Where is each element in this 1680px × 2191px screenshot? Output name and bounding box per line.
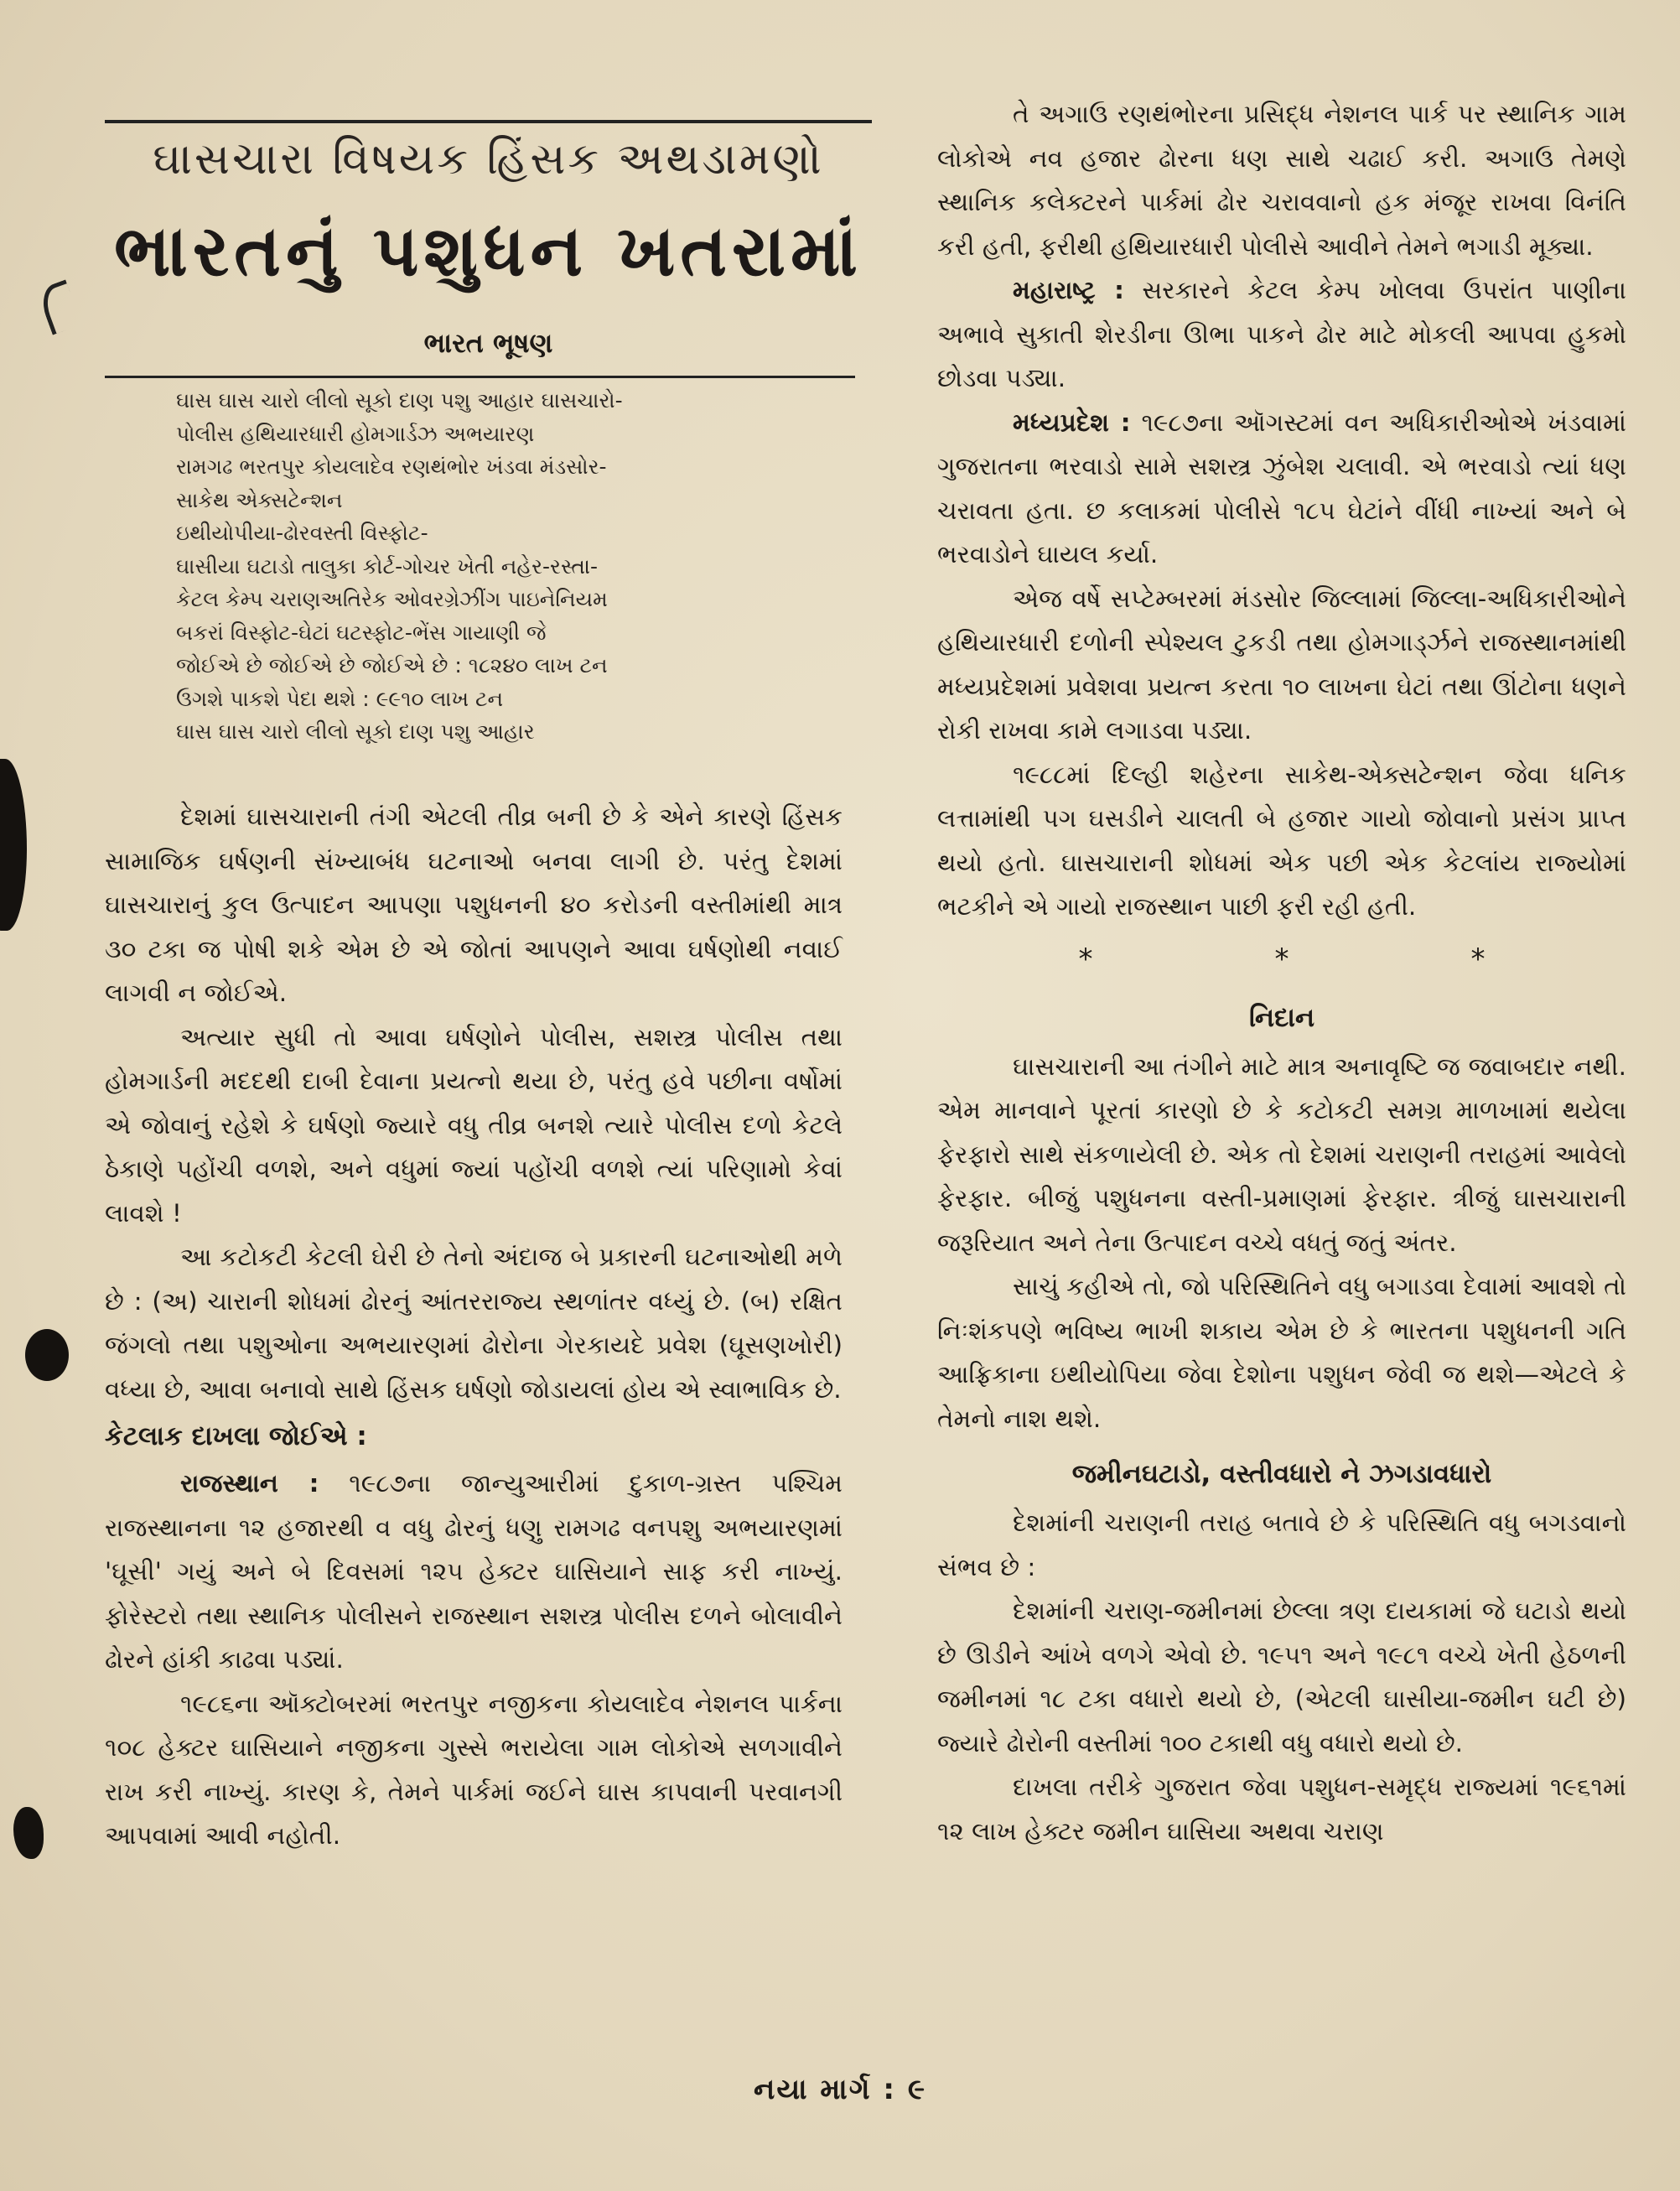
separator-star: * (1078, 942, 1093, 976)
keyword-line: બકરાં વિસ્ફોટ-ઘેટાં ઘટસ્ફોટ-ભેંસ ગાયાણી જે (176, 620, 547, 645)
paragraph: ૧૯૮૮માં દિલ્હી શહેરના સાકેથ-એક્સટેન્શન જેવા ધનિક લત્તામાંથી પગ ઘસડીને ચાલતી બે હજાર ગાયો જોવાનો પ્રસંગ પ્રાપ્ત થયો હતો. ઘાસચારાની શોધમાં એક પછી એક કેટલાંય રાજ્યોમાં ભટકીને એ ગાયો રાજસ્થાન પાછી ફરી રહી હતી. (937, 760, 1626, 921)
section-heading: નિદાન (1248, 1002, 1315, 1033)
keyword-line: ઇથીયોપીયા-ઢોરવસ્તી વિસ્ફોટ- (176, 521, 428, 545)
keyword-line: કેટલ કેમ્પ ચરાણઅતિરેક ઓવરગ્રેઝીંગ પાઇનેનિયમ (176, 587, 608, 611)
header-rule (105, 120, 872, 123)
byline-rule (105, 376, 855, 378)
right-column (937, 92, 1626, 1853)
paragraph: એજ વર્ષે સપ્ટેમ્બરમાં મંડસોર જિલ્લામાં જિલ્લા-અધિકારીઓને હથિયારધારી દળોની સ્પેશ્યલ ટુકડી તથા હોમગાર્ડ્ઝને રાજસ્થાનમાંથી મધ્યપ્રદેશમાં પ્રવેશવા પ્રયત્ન કરતા ૧૦ લાખના ઘેટાં તથા ઊંટોના ધણને રોકી રાખવા કામે લગાડવા પડ્યા. (937, 584, 1626, 745)
article-kicker: ઘાસચારા વિષયક હિંસક અથડામણો (153, 134, 824, 184)
region-label: રાજસ્થાન : (180, 1469, 319, 1498)
section-heading: કેટલાક દાખલા જોઈએ : (105, 1421, 367, 1451)
region-label: મહારાષ્ટ્ર : (1013, 276, 1124, 304)
paragraph: સાચું કહીએ તો, જો પરિસ્થિતિને વધુ બગાડવા દેવામાં આવશે તો નિઃશંકપણે ભવિષ્ય ભાખી શકાય એમ છે કે ભારતના પશુધનની ગતિ આફ્રિકાના ઇથીયોપિયા જેવા દેશોના પશુધન જેવી જ થશે—એટલે કે તેમનો નાશ થશે. (937, 1272, 1626, 1433)
paragraph: દેશમાંની ચરાણ-જમીનમાં છેલ્લા ત્રણ દાયકામાં જે ઘટાડો થયો છે ઊડીને આંખે વળગે એવો છે. ૧૯૫૧ અને ૧૯૮૧ વચ્ચે ખેતી હેઠળની જમીનમાં ૧૮ ટકા વધારો થયો છે, (એટલી ઘાસીયા-જમીન ઘટી છે) જ્યારે ઢોરોની વસ્તીમાં ૧૦૦ ટકાથી વધુ વધારો થયો છે. (937, 1597, 1626, 1757)
paragraph: તે અગાઉ રણથંભોરના પ્રસિદ્ધ નેશનલ પાર્ક પર સ્થાનિક ગામ લોકોએ નવ હજાર ઢોરના ધણ સાથે ચઢાઈ કરી. અગાઉ તેમણે સ્થાનિક કલેક્ટરને પાર્કમાં ઢોર ચરાવવાનો હક મંજૂર રાખવા વિનંતિ કરી હતી, ફરીથી હથિયારધારી પોલીસે આવીને તેમને ભગાડી મૂક્યા. (937, 100, 1626, 261)
paragraph (937, 268, 1626, 401)
keyword-block (176, 384, 830, 749)
keyword-line: જોઈએ છે જોઈએ છે જોઈએ છે : ૧૮૨૪૦ લાખ ટન (176, 653, 608, 678)
paragraph: ૧૯૮૬ના ઑક્ટોબરમાં ભરતપુર નજીકના કોયલાદેવ નેશનલ પાર્કના ૧૦૮ હેક્ટર ઘાસિયાને નજીકના ગુસ્સે ભરાયેલા ગામ લોકોએ સળગાવીને રાખ કરી નાખ્યું. કારણ કે, તેમને પાર્કમાં જઈને ઘાસ કાપવાની પરવાનગી આપવામાં આવી નહોતી. (105, 1689, 843, 1850)
ink-blot (0, 759, 27, 931)
paragraph (937, 401, 1626, 577)
paragraph-text: સરકારને કેટલ કેમ્પ ખોલવા ઉપરાંત પાણીના અભાવે સુકાતી શેરડીના ઊભા પાકને ઢોર માટે મોકલી આપવા હુકમો છોડવા પડ્યા. (937, 276, 1626, 392)
paragraph (105, 1462, 843, 1682)
paragraph: આ કટોકટી કેટલી ઘેરી છે તેનો અંદાજ બે પ્રકારની ઘટનાઓથી મળે છે : (અ) ચારાની શોધમાં ઢોરનું આંતરરાજ્ય સ્થળાંતર વધ્યું છે. (બ) રક્ષિત જંગલો તથા પશુઓના અભયારણમાં ઢોરોના ગેરકાયદે પ્રવેશ (ઘૂસણખોરી) વધ્યા છે, આવા બનાવો સાથે હિંસક ઘર્ષણો જોડાયલાં હોય એ સ્વાભાવિક છે. (105, 1243, 843, 1404)
keyword-line: ઘાસ ઘાસ ચારો લીલો સૂકો દાણ પશુ આહાર ઘાસચારો- (176, 388, 623, 413)
paragraph-text: ૧૯૮૭ના જાન્યુઆરીમાં દુકાળ-ગ્રસ્ત પશ્ચિમ રાજસ્થાનના ૧૨ હજારથી વ વધુ ઢોરનું ધણુ રામગઢ વનપશુ અભયારણમાં 'ઘૂસી' ગયું અને બે દિવસમાં ૧૨૫ હેક્ટર ઘાસિયાને સાફ કરી નાખ્યું. ફોરેસ્ટરો તથા સ્થાનિક પોલીસને રાજસ્થાન સશસ્ત્ર પોલીસ દળને બોલાવીને ઢોરને હાંકી કાઢવા પડ્યાં. (105, 1469, 843, 1674)
keyword-line: રામગઢ ભરતપુર કોયલાદેવ રણથંભોર ખંડવા મંડસોર- (176, 454, 607, 479)
paragraph-text: ૧૯૮૭ના ઑગસ્ટમાં વન અધિકારીઓએ ખંડવામાં ગુજરાતના ભરવાડો સામે સશસ્ત્ર ઝુંબેશ ચલાવી. એ ભરવાડો ત્યાં ધણ ચરાવતા હતા. છ કલાકમાં પોલીસે ૧૮૫ ઘેટાંને વીંધી નાખ્યાં અને બે ભરવાડોને ઘાયલ કર્યા. (937, 408, 1626, 569)
paragraph: અત્યાર સુધી તો આવા ઘર્ષણોને પોલીસ, સશસ્ત્ર પોલીસ તથા હોમગાર્ડની મદદથી દાબી દેવાના પ્રયત્નો થયા છે, પરંતુ હવે પછીના વર્ષોમાં એ જોવાનું રહેશે કે ઘર્ષણો જ્યારે વધુ તીવ્ર બનશે ત્યારે પોલીસ દળો કેટલે ઠેકાણે પહોંચી વળશે, અને વધુમાં જ્યાં પહોંચી વળશે ત્યાં પરિણામો કેવાં લાવશે ! (105, 1022, 843, 1228)
article-author: ભારત ભૂષણ (423, 327, 553, 359)
ink-blot (25, 1329, 69, 1381)
paragraph: દાખલા તરીકે ગુજરાત જેવા પશુધન-સમૃદ્ધ રાજ્યમાં ૧૯૬૧માં ૧૨ લાખ હેક્ટર જમીન ઘાસિયા અથવા ચરાણ (937, 1773, 1626, 1846)
keyword-line: ઘાસ ઘાસ ચારો લીલો સૂકો દાણ પશુ આહાર (176, 719, 535, 744)
separator-star: * (1274, 942, 1289, 976)
paragraph: દેશમાંની ચરાણની તરાહ બતાવે છે કે પરિસ્થિતિ વધુ બગડવાનો સંભવ છે : (937, 1508, 1626, 1581)
region-label: મધ્યપ્રદેશ : (1013, 408, 1131, 437)
separator-star: * (1470, 942, 1486, 976)
paragraph: દેશમાં ઘાસચારાની તંગી એટલી તીવ્ર બની છે કે એને કારણે હિંસક સામાજિક ઘર્ષણની સંખ્યાબંધ ઘટનાઓ બનવા લાગી છે. પરંતુ દેશમાં ઘાસચારાનું કુલ ઉત્પાદન આપણા પશુધનની ૪૦ કરોડની વસ્તીમાંથી માત્ર ૩૦ ટકા જ પોષી શકે એમ છે એ જોતાં આપણને આવા ઘર્ષણોથી નવાઈ લાગવી ન જોઈએ. (105, 802, 843, 1007)
keyword-line: પોલીસ હથિયારધારી હોમગાર્ડઝ અભયારણ (176, 421, 535, 446)
section-separator (937, 934, 1626, 984)
article-title: ભારતનું પશુધન ખતરામાં (114, 210, 863, 292)
keyword-line: સાકેથ એક્સટેન્શન (176, 487, 343, 512)
left-column (105, 795, 843, 1858)
keyword-line: ઘાસીયા ઘટાડો તાલુકા કોર્ટ-ગોચર ખેતી નહેર-રસ્તા- (176, 553, 599, 579)
margin-mark (36, 279, 81, 335)
keyword-line: ઉગશે પાકશે પેદા થશે : ૯૯૧૦ લાખ ટન (176, 686, 504, 711)
page-footer: નયા માર્ગ : ૯ (754, 2073, 926, 2106)
paragraph: ઘાસચારાની આ તંગીને માટે માત્ર અનાવૃષ્ટિ જ જવાબદાર નથી. એમ માનવાને પૂરતાં કારણો છે કે કટોકટી સમગ્ર માળખામાં થયેલા ફેરફારો સાથે સંકળાયેલી છે. એક તો દેશમાં ચરાણની તરાહમાં આવેલો ફેરફાર. બીજું પશુધનના વસ્તી-પ્રમાણમાં ફેરફાર. ત્રીજું ઘાસચારાની જરૂરિયાત અને તેના ઉત્પાદન વચ્ચે વધતું જતું અંતર. (937, 1051, 1626, 1257)
ink-blot (13, 1807, 44, 1859)
section-heading: જમીનઘટાડો, વસ્તીવધારો ને ઝગડાવધારો (1071, 1459, 1492, 1489)
